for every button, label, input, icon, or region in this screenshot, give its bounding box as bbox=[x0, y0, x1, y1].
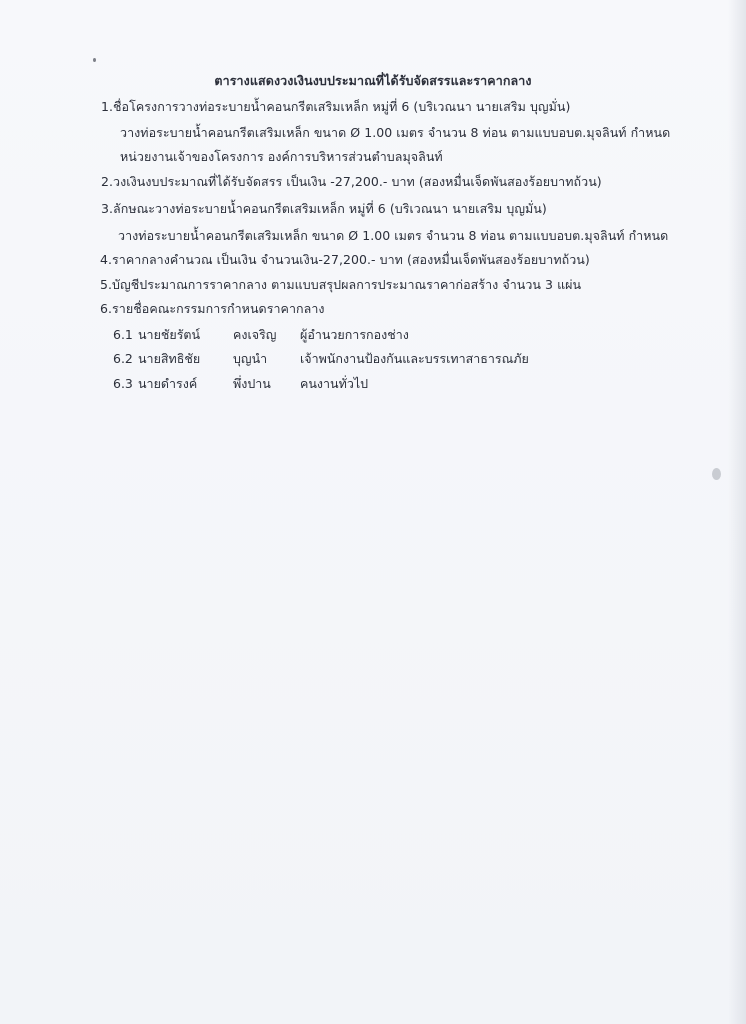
project-character-line: 3.ลักษณะวางท่อระบายน้ำคอนกรีตเสริมเหล็ก หมู่ที่ 6 (บริเวณนา นายเสริม บุญมั่น) bbox=[101, 201, 547, 216]
scan-speck bbox=[93, 58, 96, 62]
scan-smudge bbox=[712, 468, 721, 480]
committee-member-surname: คงเจริญ bbox=[233, 327, 277, 342]
committee-member-position: ผู้อำนวยการกองช่าง bbox=[300, 327, 409, 342]
project-character-detail: วางท่อระบายน้ำคอนกรีตเสริมเหล็ก ขนาด Ø 1.00 เมตร จำนวน 8 ท่อน ตามแบบอบต.มุจลินท์ กำหนด bbox=[118, 228, 669, 243]
committee-member-position: เจ้าพนักงานป้องกันและบรรเทาสาธารณภัย bbox=[300, 351, 529, 366]
project-name-line: 1.ชื่อโครงการวางท่อระบายน้ำคอนกรีตเสริมเหล็ก หมู่ที่ 6 (บริเวณนา นายเสริม บุญมั่น) bbox=[101, 99, 571, 114]
estimate-account-line: 5.บัญชีประมาณการราคากลาง ตามแบบสรุปผลการประมาณราคาก่อสร้าง จำนวน 3 แผ่น bbox=[100, 277, 582, 292]
budget-allocation-line: 2.วงเงินงบประมาณที่ได้รับจัดสรร เป็นเงิน -27,200.- บาท (สองหมื่นเจ็ดพันสองร้อยบาทถ้วน) bbox=[101, 174, 602, 189]
committee-heading: 6.รายชื่อคณะกรรมการกำหนดราคากลาง bbox=[100, 301, 325, 316]
committee-member-name: นายชัยรัตน์ bbox=[138, 327, 201, 342]
committee-member-name: นายดำรงค์ bbox=[138, 376, 198, 391]
committee-member-number: 6.2 bbox=[113, 351, 133, 366]
committee-member-name: นายสิทธิชัย bbox=[138, 351, 201, 366]
document-title: ตารางแสดงวงเงินงบประมาณที่ได้รับจัดสรรและราคากลาง bbox=[214, 73, 532, 88]
committee-member-surname: บุญนำ bbox=[233, 351, 268, 366]
committee-member-position: คนงานทั่วไป bbox=[300, 376, 369, 391]
project-agency-line: หน่วยงานเจ้าของโครงการ องค์การบริหารส่วนตำบลมุจลินท์ bbox=[120, 149, 443, 164]
committee-member-number: 6.3 bbox=[113, 376, 133, 391]
committee-member-surname: พึ่งปาน bbox=[233, 376, 271, 391]
committee-member-number: 6.1 bbox=[113, 327, 133, 342]
project-detail-line: วางท่อระบายน้ำคอนกรีตเสริมเหล็ก ขนาด Ø 1.00 เมตร จำนวน 8 ท่อน ตามแบบอบต.มุจลินท์ กำหนด bbox=[120, 125, 671, 140]
scan-shadow-edge bbox=[728, 0, 746, 1024]
median-price-line: 4.ราคากลางคำนวณ เป็นเงิน จำนวนเงิน-27,200.- บาท (สองหมื่นเจ็ดพันสองร้อยบาทถ้วน) bbox=[100, 252, 590, 267]
